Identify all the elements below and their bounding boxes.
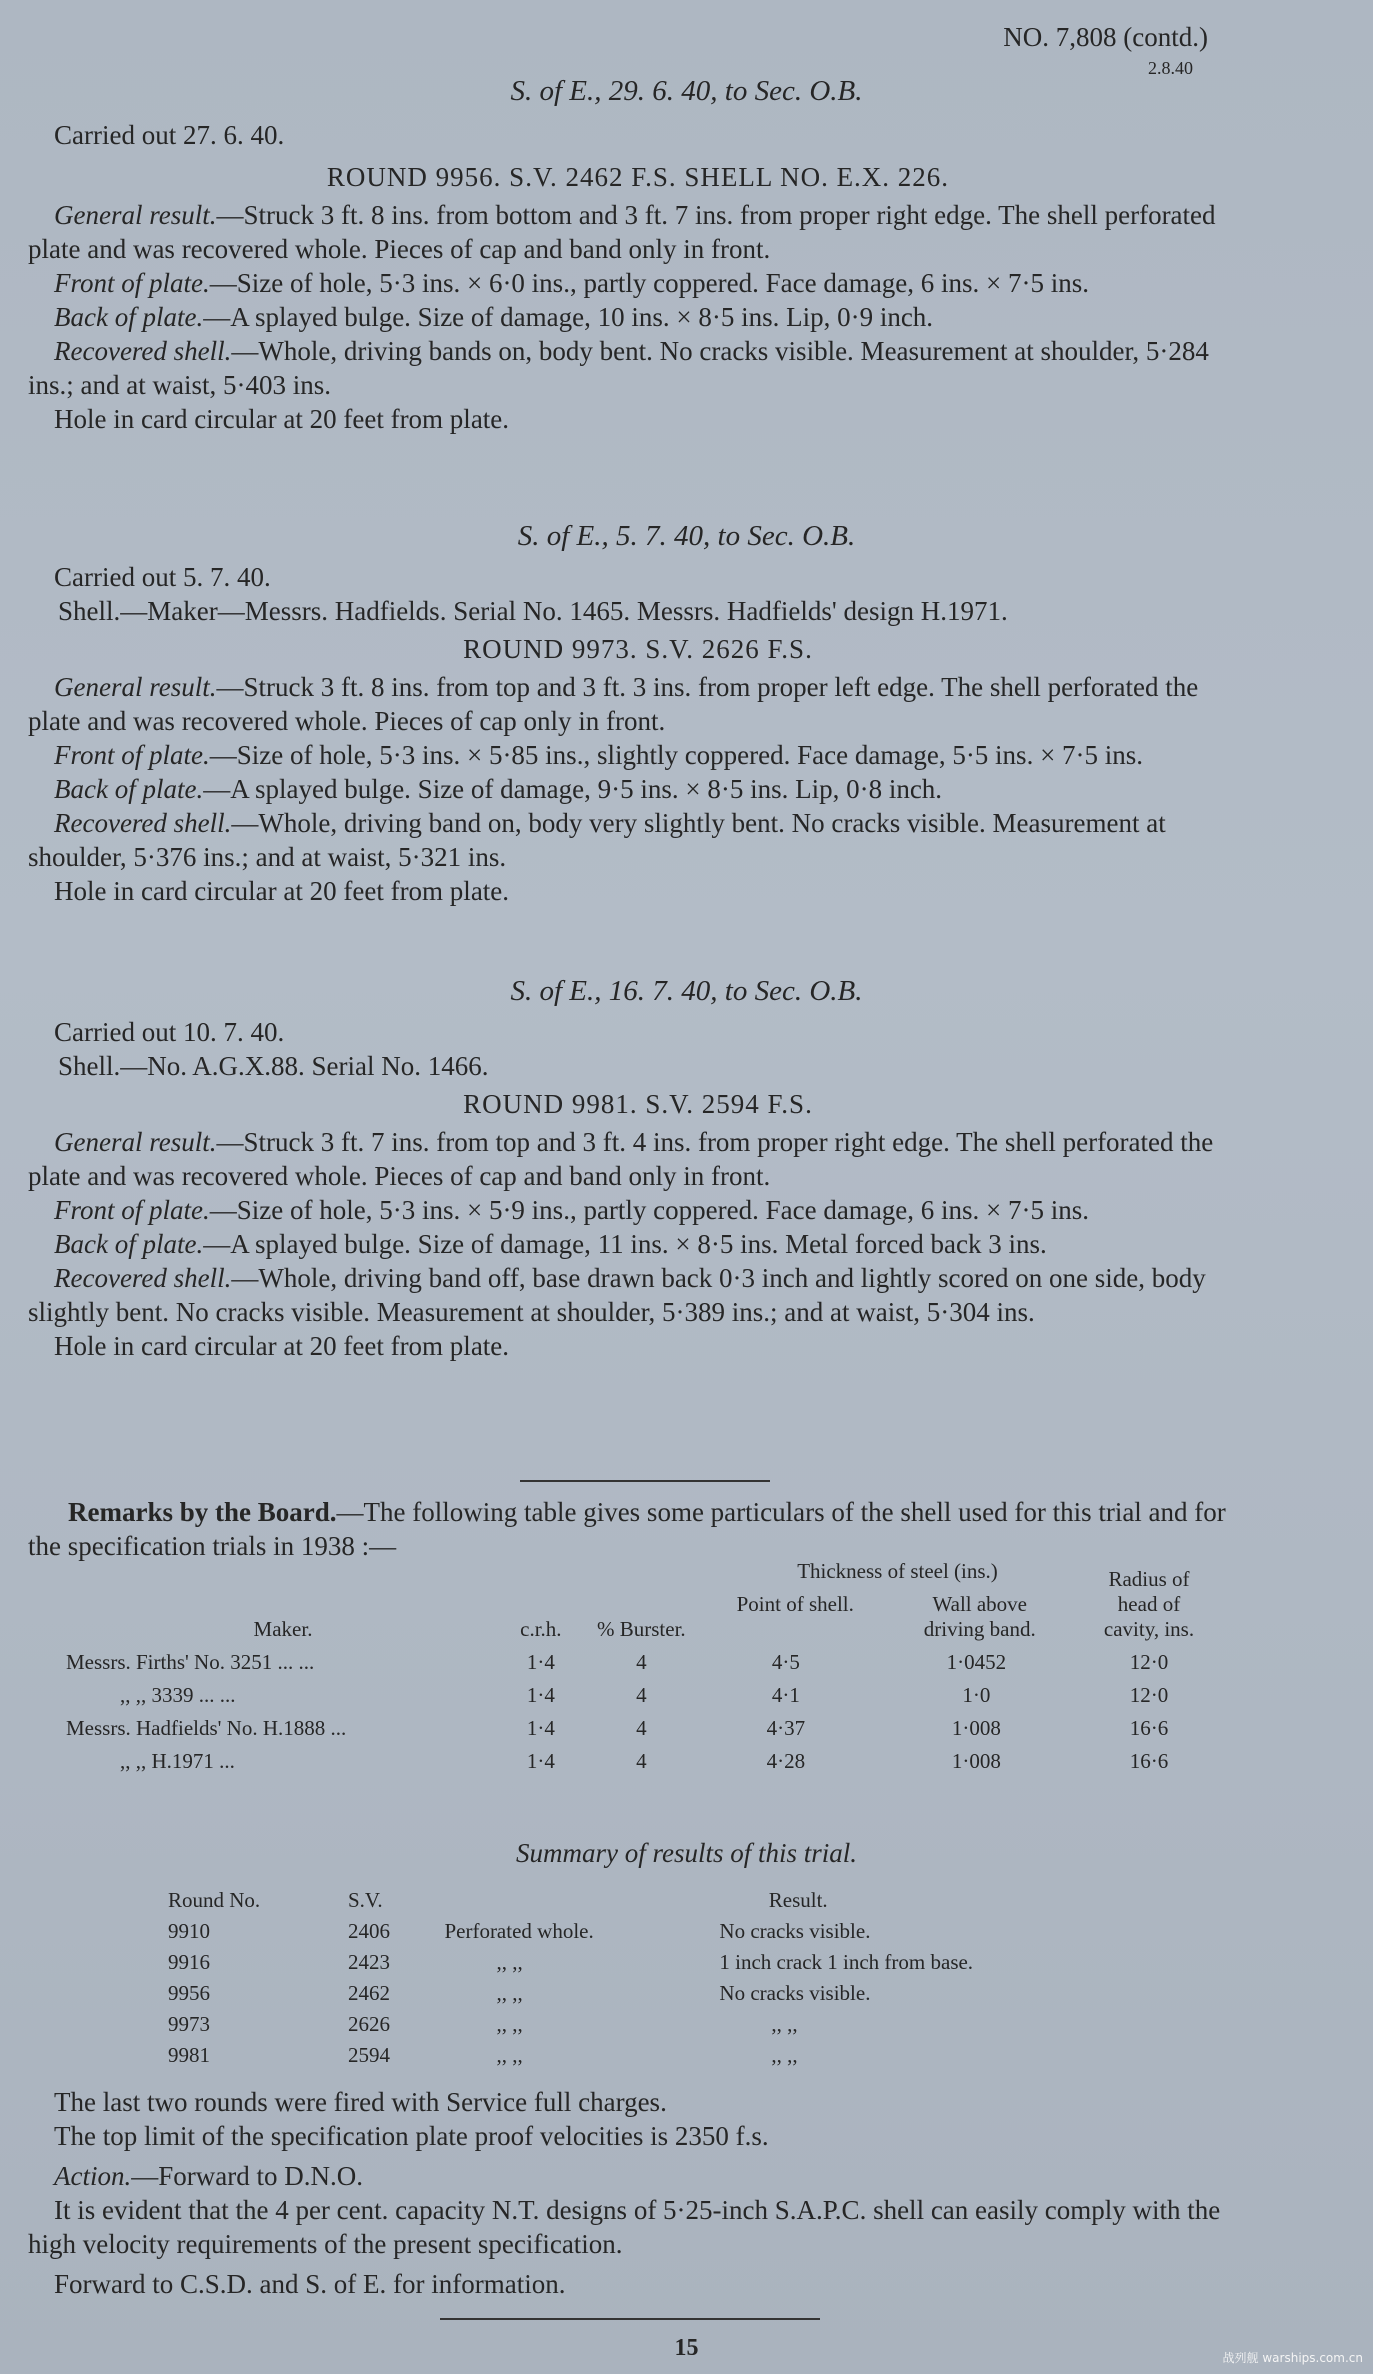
front-of-plate-text: —Size of hole, 5·3 ins. × 6·0 ins., partly coppered. Face damage, 6 ins. × 7·5 ins. [209, 268, 1090, 298]
report-block-3 [28, 1015, 1248, 1363]
front-of-plate-label: Front of plate. [54, 268, 210, 298]
general-result-text: —Struck 3 ft. 7 ins. from top and 3 ft. 4 ins. from proper right edge. The shell perforated the plate and was recovered whole. Pieces of cap and band only in front. [28, 1127, 1214, 1191]
header-thickness: Thickness of steel (ins.) [797, 1559, 998, 1583]
report-block-2 [28, 560, 1248, 908]
general-result [28, 1125, 1248, 1193]
front-of-plate-label: Front of plate. [54, 740, 210, 770]
recovered-shell-text: —Whole, driving bands on, body bent. No cracks visible. Measurement at shoulder, 5·284 ins.; and at waist, 5·403 ins. [28, 336, 1209, 400]
document-number: NO. 7,808 (contd.) [1003, 22, 1208, 52]
header-point: Point of shell. [736, 1592, 854, 1616]
table-row: 9956 2462 ,, ,, No cracks visible. [168, 1981, 871, 2005]
back-of-plate [28, 772, 1248, 806]
header-crh: c.r.h. [520, 1617, 562, 1641]
table-row: Messrs. Hadfields' No. H.1888 ... 1·4 4 4·37 1·008 16·6 [66, 1716, 1169, 1740]
recovered-shell-text: —Whole, driving band off, base drawn back 0·3 inch and lightly scored on one side, body slightly bent. No cracks visible. Measurement at shoulder, 5·389 ins.; and at waist, 5·304 ins. [28, 1263, 1206, 1327]
header-round: Round No. [168, 1888, 261, 1912]
back-of-plate-text: —A splayed bulge. Size of damage, 11 ins. × 8·5 ins. Metal forced back 3 ins. [203, 1229, 1047, 1259]
hole-in-card: Hole in card circular at 20 feet from plate. [54, 404, 510, 434]
header-radius: Radius of head of cavity, ins. [1103, 1567, 1195, 1641]
closing-note-1: The last two rounds were fired with Service full charges. [54, 2087, 667, 2117]
page-number: 15 [674, 2335, 699, 2361]
back-of-plate-text: —A splayed bulge. Size of damage, 10 ins. × 8·5 ins. Lip, 0·9 inch. [203, 302, 934, 332]
table-row: Messrs. Firths' No. 3251 ... ... 1·4 4 4·5 1·0452 12·0 [66, 1650, 1169, 1674]
back-of-plate-label: Back of plate. [54, 1229, 204, 1259]
hole-in-card: Hole in card circular at 20 feet from plate. [54, 876, 510, 906]
general-result-text: —Struck 3 ft. 8 ins. from bottom and 3 ft. 7 ins. from proper right edge. The shell perforated plate and was recovered whole. Pieces of cap and band only in front. [28, 200, 1216, 264]
closing-divider [440, 2318, 820, 2320]
watermark: 战列舰 warships.com.cn [1222, 2351, 1363, 2365]
table-row: ,, ,, H.1971 ... 1·4 4 4·28 1·008 16·6 [120, 1749, 1169, 1773]
front-of-plate [28, 1193, 1248, 1227]
table-header-row [60, 1555, 1210, 1646]
front-of-plate [28, 266, 1248, 300]
table-row: 9910 2406 Perforated whole. No cracks visible. [168, 1919, 871, 1943]
front-of-plate-label: Front of plate. [54, 1195, 210, 1225]
header-result: Result. [768, 1888, 828, 1912]
general-result-label: General result. [54, 1127, 217, 1157]
particulars-table [60, 1555, 1210, 1778]
carried-out: Carried out 10. 7. 40. [54, 1017, 285, 1047]
recovered-shell-label: Recovered shell. [54, 336, 232, 366]
recovered-shell [28, 1261, 1248, 1329]
section-divider [520, 1480, 770, 1482]
document-date: 2.8.40 [1148, 58, 1193, 78]
remarks [28, 1495, 1248, 1563]
header-sv: S.V. [347, 1888, 383, 1912]
general-result [28, 198, 1248, 266]
general-result [28, 670, 1248, 738]
general-result-label: General result. [54, 200, 217, 230]
remarks-text: —The following table gives some particulars of the shell used for this trial and for the specification trials in 1938 :— [28, 1497, 1226, 1561]
action-label: Action. [54, 2161, 132, 2191]
shell-info: Shell.—No. A.G.X.88. Serial No. 1466. [58, 1051, 489, 1081]
round-heading: ROUND 9981. S.V. 2594 F.S. [463, 1089, 813, 1119]
recovered-shell-text: —Whole, driving band on, body very slightly bent. No cracks visible. Measurement at shoulder, 5·376 ins.; and at waist, 5·321 ins. [28, 808, 1166, 872]
header-burster: % Burster. [597, 1617, 686, 1641]
header-thickness-group [707, 1555, 1088, 1646]
shell-info: Shell.—Maker—Messrs. Hadfields. Serial No. 1465. Messrs. Hadfields' design H.1971. [58, 596, 1008, 626]
section-heading-2: S. of E., 5. 7. 40, to Sec. O.B. [517, 520, 856, 552]
general-result-label: General result. [54, 672, 217, 702]
round-heading: ROUND 9973. S.V. 2626 F.S. [463, 634, 813, 664]
table-header-row [160, 1885, 1160, 1916]
back-of-plate-label: Back of plate. [54, 774, 204, 804]
closing-note-3: It is evident that the 4 per cent. capacity N.T. designs of 5·25-inch S.A.P.C. shell can easily comply with the high velocity requirements of the present specification. [28, 2195, 1221, 2259]
table-row: ,, ,, 3339 ... ... 1·4 4 4·1 1·0 12·0 [120, 1683, 1169, 1707]
action [28, 2159, 1248, 2193]
summary-table [160, 1885, 1160, 2071]
closing-note-2: The top limit of the specification plate proof velocities is 2350 f.s. [54, 2121, 769, 2151]
back-of-plate [28, 300, 1248, 334]
section-heading-3: S. of E., 16. 7. 40, to Sec. O.B. [510, 975, 863, 1007]
table-row: 9981 2594 ,, ,, ,, ,, [168, 2043, 798, 2067]
summary-title: Summary of results of this trial. [515, 1838, 858, 1868]
table-row: 9973 2626 ,, ,, ,, ,, [168, 2012, 798, 2036]
recovered-shell [28, 806, 1248, 874]
closing-notes [28, 2085, 1248, 2301]
closing-note-4: Forward to C.S.D. and S. of E. for information. [54, 2269, 566, 2299]
back-of-plate-label: Back of plate. [54, 302, 204, 332]
report-block-1 [28, 118, 1248, 436]
table-row: 9916 2423 ,, ,, 1 inch crack 1 inch from base. [168, 1950, 974, 1974]
carried-out: Carried out 5. 7. 40. [54, 562, 271, 592]
general-result-text: —Struck 3 ft. 8 ins. from top and 3 ft. 3 ins. from proper left edge. The shell perforated the plate and was recovered whole. Pieces of cap only in front. [28, 672, 1199, 736]
front-of-plate [28, 738, 1248, 772]
recovered-shell-label: Recovered shell. [54, 808, 232, 838]
front-of-plate-text: —Size of hole, 5·3 ins. × 5·85 ins., slightly coppered. Face damage, 5·5 ins. × 7·5 ins. [209, 740, 1144, 770]
recovered-shell [28, 334, 1248, 402]
section-heading-1: S. of E., 29. 6. 40, to Sec. O.B. [510, 75, 863, 107]
front-of-plate-text: —Size of hole, 5·3 ins. × 5·9 ins., partly coppered. Face damage, 6 ins. × 7·5 ins. [209, 1195, 1090, 1225]
action-text: —Forward to D.N.O. [131, 2161, 363, 2191]
header-maker: Maker. [253, 1617, 313, 1641]
carried-out: Carried out 27. 6. 40. [54, 120, 285, 150]
back-of-plate [28, 1227, 1248, 1261]
remarks-label: Remarks by the Board. [68, 1497, 337, 1527]
recovered-shell-label: Recovered shell. [54, 1263, 232, 1293]
back-of-plate-text: —A splayed bulge. Size of damage, 9·5 ins. × 8·5 ins. Lip, 0·8 inch. [203, 774, 943, 804]
header-wall: Wall above driving band. [923, 1592, 1036, 1641]
hole-in-card: Hole in card circular at 20 feet from plate. [54, 1331, 510, 1361]
round-heading: ROUND 9956. S.V. 2462 F.S. SHELL NO. E.X. 226. [326, 162, 950, 192]
